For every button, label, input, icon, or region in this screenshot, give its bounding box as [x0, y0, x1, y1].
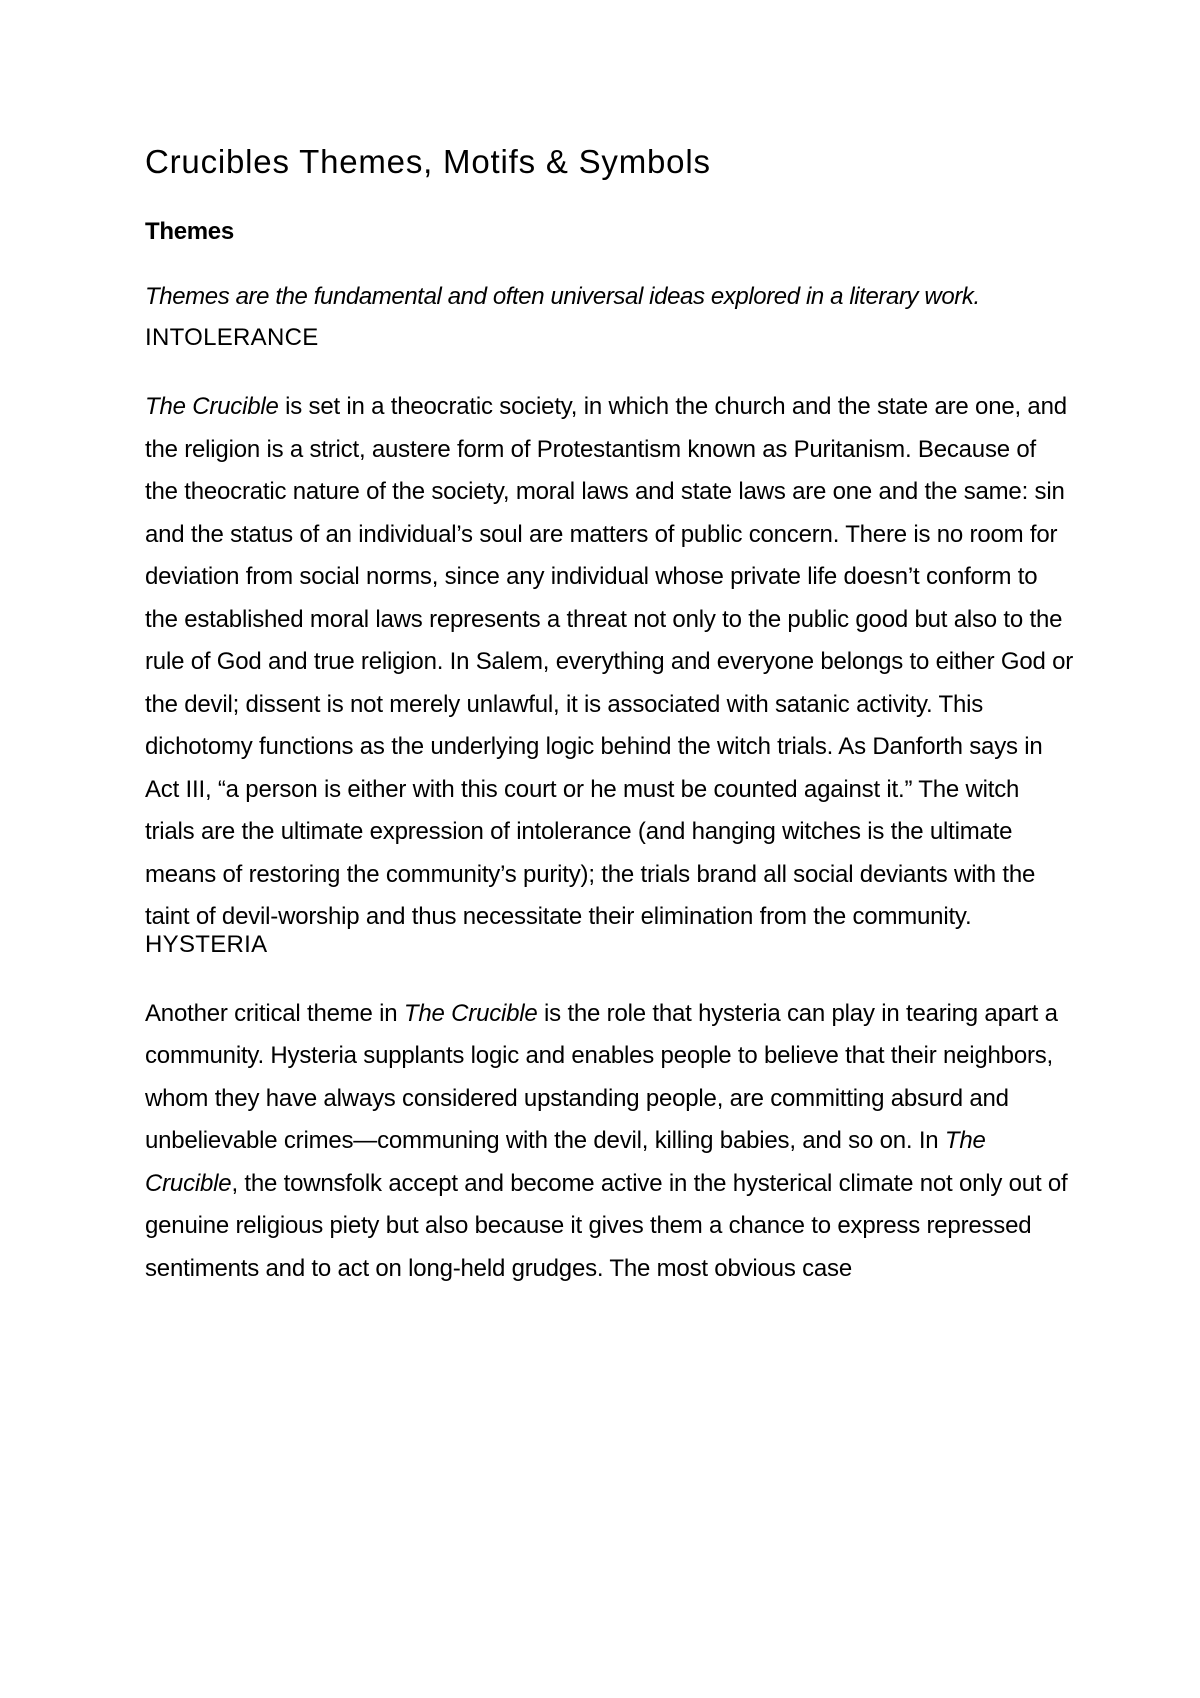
- hysteria-paragraph-text-3: , the townsfolk accept and become active in the hysterical climate not only out of genuine religious piety but also because it gives them a chance to express repressed sentiments and to act on long-held grudges. The most obvious case: [145, 1169, 1068, 1282]
- document-title: Crucibles Themes, Motifs & Symbols: [145, 143, 711, 180]
- theme-heading-intolerance: INTOLERANCE: [145, 324, 319, 351]
- intolerance-paragraph: [145, 386, 1075, 939]
- hysteria-paragraph-text-1: Another critical theme in: [145, 999, 404, 1027]
- theme-heading-hysteria: HYSTERIA: [145, 930, 268, 958]
- book-title-italic: The Crucible: [145, 1127, 986, 1197]
- hysteria-paragraph-text-2: is the role that hysteria can play in tearing apart a community. Hysteria supplants logic and enables people to believe that their neighbors, whom they have always considered upstanding people, are committing absurd and unbelievable crimes—communing with the devil, killing babies, and so on. In: [145, 999, 1058, 1154]
- book-title-italic: The Crucible: [145, 393, 279, 420]
- book-title-italic: The Crucible: [403, 999, 538, 1027]
- intolerance-paragraph-text: is set in a theocratic society, in which the church and the state are one, and the religion is a strict, austere form of Protestantism known as Puritanism. Because of the theocratic nature of the society, moral laws and state laws are one and the same: sin and the status of an individual’s soul are matters of public concern. There is no room for deviation from social norms, since any individual whose private life doesn’t conform to the established moral laws represents a threat not only to the public good but also to the rule of God and true religion. In Salem, everything and everyone belongs to either God or the devil; dissent is not merely unlawful, it is associated with satanic activity. This dichotomy functions as the underlying logic behind the witch trials. As Danforth says in Act III, “a person is either with this court or he must be counted against it.” The witch trials are the ultimate expression of intolerance (and hanging witches is the ultimate means of restoring the community’s purity); the trials brand all social deviants with the taint of devil-worship and thus necessitate their elimination from the community.: [145, 393, 1074, 930]
- document-page: [145, 140, 1075, 1290]
- hysteria-paragraph: [145, 993, 1075, 1291]
- themes-definition: Themes are the fundamental and often universal ideas explored in a literary work.: [145, 283, 980, 310]
- section-heading-themes: Themes: [145, 218, 234, 245]
